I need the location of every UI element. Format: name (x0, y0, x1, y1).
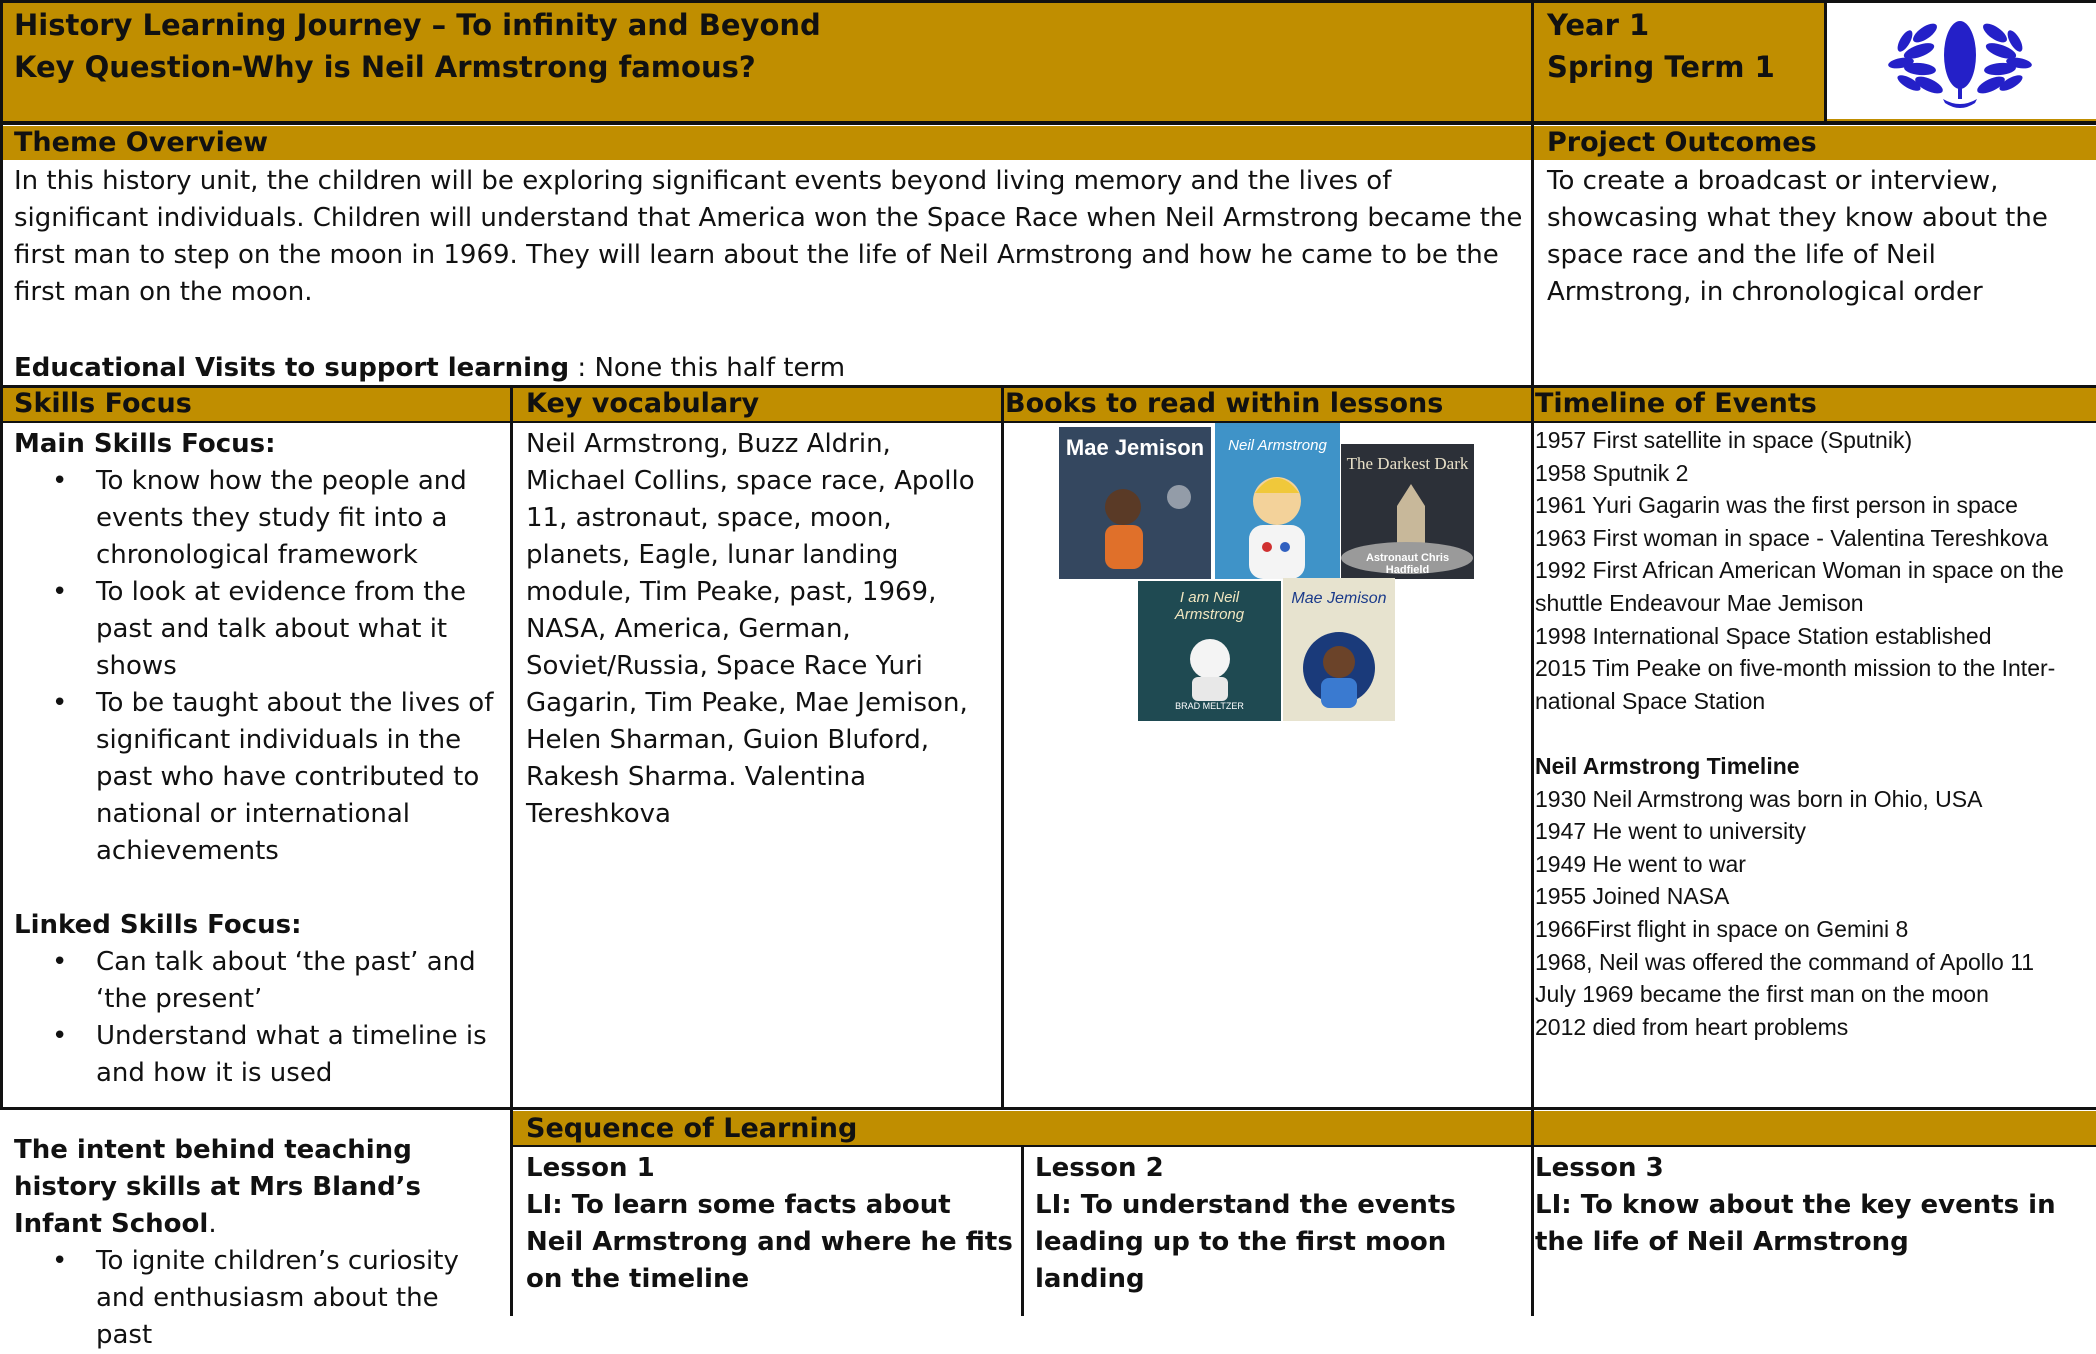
outcomes-text: To create a broadcast or interview, showcasing what they know about the space race and the life of Neil Armstrong, in chronological order (1547, 166, 2048, 307)
divider (0, 0, 2096, 3)
list-item: • Can talk about ‘the past’ and ‘the present’ (0, 944, 504, 1018)
linked-skills-heading: Linked Skills Focus: (14, 910, 302, 940)
divider (0, 0, 3, 1107)
divider (1021, 1145, 1024, 1316)
theme-heading: Theme Overview (0, 126, 1533, 160)
lesson-objective: LI: To know about the key events in the life of Neil Armstrong (1535, 1190, 2056, 1257)
visits-line (14, 350, 1514, 387)
timeline-event: national Space Station (1535, 687, 1766, 714)
divider (0, 121, 2096, 125)
book-cover-darkest-dark (1341, 444, 1474, 579)
book-cover-neil-armstrong (1215, 423, 1340, 579)
divider (0, 421, 2096, 423)
lesson-title: Lesson 1 (526, 1153, 655, 1183)
list-item: • To look at evidence from the past and talk about what it shows (0, 574, 504, 685)
lesson-1 (526, 1150, 1014, 1298)
intent-heading-text: The intent behind teaching history skills at Mrs Bland’s Infant School (14, 1135, 422, 1239)
timeline-event: 1947 He went to university (1535, 818, 1807, 845)
timeline-event: 2012 died from heart problems (1535, 1013, 1849, 1040)
sequence-heading: Sequence of Learning (512, 1111, 2096, 1146)
list-item: • To ignite children’s curiosity and enthusiasm about the past (0, 1243, 494, 1354)
main-skills-list (0, 463, 504, 870)
year-label: Year 1 (1547, 8, 1650, 42)
visits-value: : None this half term (569, 353, 846, 383)
neil-timeline-heading: Neil Armstrong Timeline (1535, 752, 1800, 779)
divider (1531, 0, 1534, 1316)
intent-list (0, 1243, 494, 1354)
laurel-wreath-logo-icon (1825, 3, 2096, 119)
page-title (14, 4, 1514, 88)
timeline-event: 1968, Neil was offered the command of Apollo 11 (1535, 948, 2035, 975)
timeline-event: 1998 International Space Station established (1535, 622, 1992, 649)
term-info (1547, 4, 1817, 88)
lesson-title: Lesson 2 (1035, 1153, 1164, 1183)
books-heading: Books to read within lessons (1003, 387, 1533, 421)
book-title: Mae Jemison (1065, 435, 1205, 460)
book-title: I am Neil Armstrong (1174, 589, 1245, 623)
book-title: Mae Jemison (1291, 590, 1387, 607)
lesson-2 (1035, 1150, 1529, 1298)
lesson-3 (1535, 1150, 2090, 1261)
title-line-2: Key Question-Why is Neil Armstrong famous? (14, 50, 756, 84)
book-cover-mae-jemison (1059, 427, 1211, 579)
divider (1824, 0, 1827, 122)
timeline-event: shuttle Endeavour Mae Jemison (1535, 589, 1864, 616)
divider (1001, 385, 1004, 1109)
book-cover-mae-jemison-2 (1283, 578, 1395, 721)
theme-text: In this history unit, the children will be exploring significant events beyond living memory and the lives of significant individuals. Children will understand that America won the Space Race when Neil Armstrong became the first man to step on the moon in 1969. They will learn about the life of Neil Armstrong and how he came to be the first man on the moon. (14, 166, 1523, 307)
intent-heading (14, 1132, 494, 1243)
logo-cell (1825, 3, 2096, 119)
timeline-event: July 1969 became the first man on the moon (1535, 981, 1989, 1008)
timeline-event: 2015 Tim Peake on five-month mission to the Inter- (1535, 655, 2056, 682)
timeline-events (1535, 424, 2095, 1043)
lesson-objective: LI: To understand the events leading up to the first moon landing (1035, 1190, 1456, 1294)
main-skills-heading: Main Skills Focus: (14, 429, 276, 459)
timeline-heading: Timeline of Events (1533, 387, 2096, 421)
vocab-heading: Key vocabulary (512, 387, 1003, 421)
list-item: • Understand what a timeline is and how it is used (0, 1018, 504, 1092)
book-subtitle: Astronaut Chris Hadfield (1365, 552, 1450, 576)
timeline-event: 1949 He went to war (1535, 850, 1746, 877)
term-label: Spring Term 1 (1547, 50, 1775, 84)
title-line-1: History Learning Journey – To infinity and Beyond (14, 8, 821, 42)
divider (510, 385, 513, 1316)
timeline-event: 1958 Sputnik 2 (1535, 459, 1689, 486)
divider (512, 1145, 2096, 1147)
timeline-event: 1930 Neil Armstrong was born in Ohio, USA (1535, 785, 1983, 812)
lesson-objective: LI: To learn some facts about Neil Armstrong and where he fits on the timeline (526, 1190, 1013, 1294)
outcomes-heading: Project Outcomes (1533, 126, 2096, 160)
timeline-event: 1955 Joined NASA (1535, 883, 1730, 910)
linked-skills-list (0, 944, 504, 1092)
timeline-event: 1963 First woman in space - Valentina Tereshkova (1535, 524, 2049, 551)
divider (0, 385, 2096, 388)
lesson-title: Lesson 3 (1535, 1153, 1664, 1183)
book-cover-i-am-neil-armstrong (1138, 581, 1281, 721)
timeline-event: 1957 First satellite in space (Sputnik) (1535, 427, 1913, 453)
skills-column (14, 426, 504, 1092)
timeline-event: 1992 First African American Woman in space on the (1535, 557, 2064, 584)
timeline-event: 1966First flight in space on Gemini 8 (1535, 915, 1909, 942)
divider (0, 1107, 2096, 1110)
vocab-text: Neil Armstrong, Buzz Aldrin, Michael Collins, space race, Apollo 11, astronaut, space, moon, planets, Eagle, lunar landing module, Tim Peake, past, 1969, NASA, America, German, Soviet/Russia, Space Race Yuri Gagarin, Tim Peake, Mae Jemison, Helen Sharman, Guion Bluford, Rakesh Sharma. Valentina Tereshkova (526, 429, 975, 829)
timeline-event: 1961 Yuri Gagarin was the first person in space (1535, 492, 2018, 519)
intent-section (14, 1132, 494, 1354)
visits-label: Educational Visits to support learning (14, 353, 570, 383)
skills-heading: Skills Focus (0, 387, 512, 421)
intent-heading-dot: . (208, 1209, 217, 1239)
list-item: • To know how the people and events they study fit into a chronological framework (0, 463, 504, 574)
book-title: Neil Armstrong (1228, 437, 1327, 454)
list-item: • To be taught about the lives of significant individuals in the past who have contributed to national or international achievements (0, 685, 504, 870)
book-title: The Darkest Dark (1346, 454, 1469, 473)
book-author: BRAD MELTZER (1175, 701, 1244, 711)
